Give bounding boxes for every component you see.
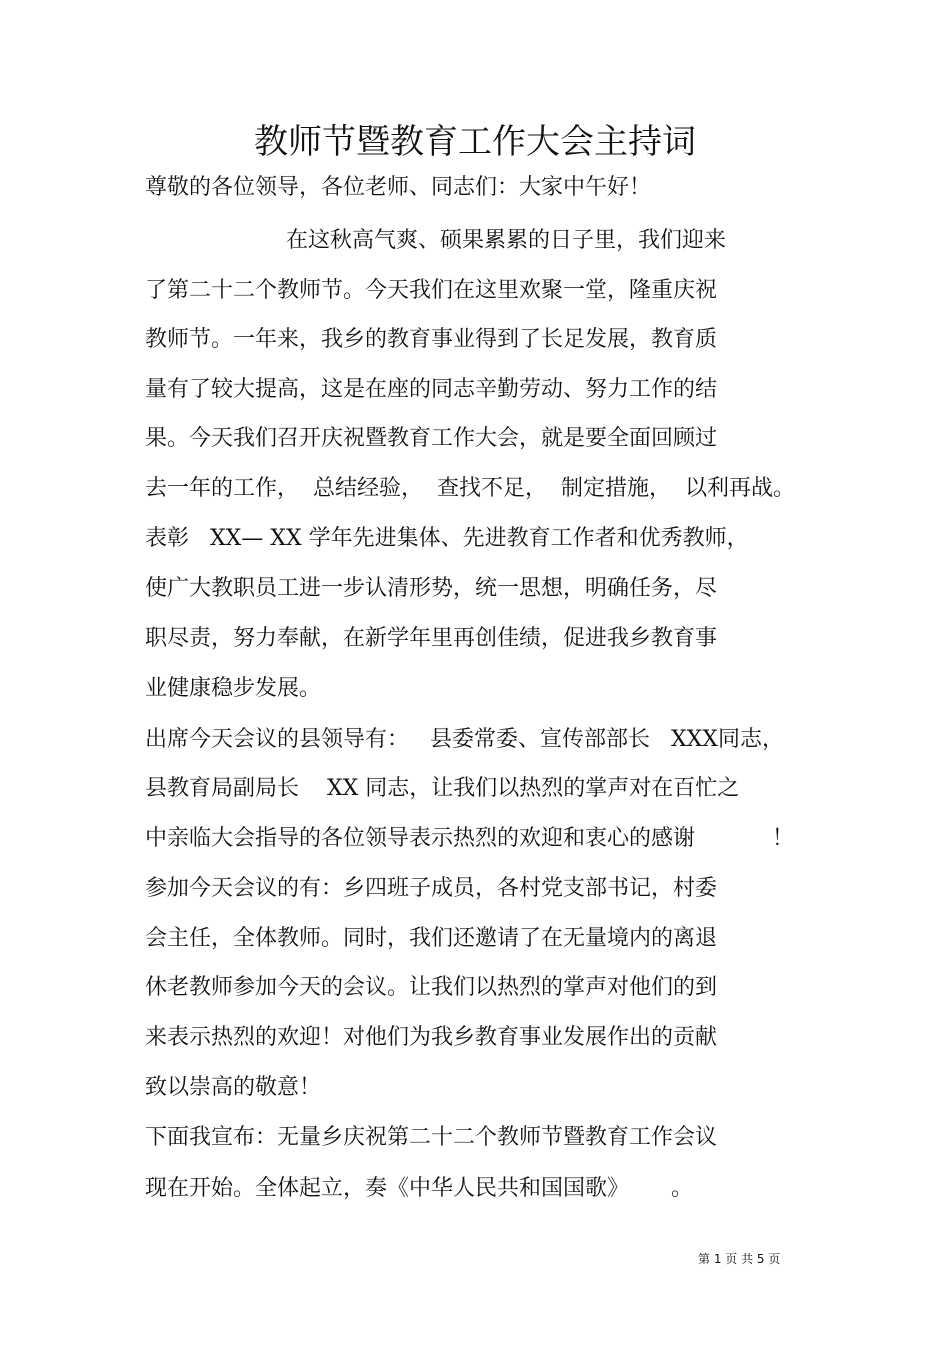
paragraph-line: 休老教师参加今天的会议。让我们以热烈的掌声对他们的到 bbox=[145, 975, 718, 1000]
paragraph-line: 致以崇高的敬意！ bbox=[145, 1075, 322, 1100]
paragraph-line: 量有了较大提高，这是在座的同志辛勤劳动、努力工作的结 bbox=[145, 377, 718, 402]
paragraph-line: 会主任，全体教师。同时，我们还邀请了在无量境内的离退 bbox=[145, 926, 718, 951]
paragraph-line: 教师节。一年来，我乡的教育事业得到了长足发展，教育质 bbox=[145, 327, 718, 352]
paragraph-line: 使广大教职员工进一步认清形势，统一思想，明确任务，尽 bbox=[145, 576, 718, 601]
paragraph-line: 现在开始。全体起立，奏《中华人民共和国国歌》 。 bbox=[145, 1176, 693, 1201]
paragraph-line: 参加今天会议的有：乡四班子成员，各村党支部书记，村委 bbox=[145, 876, 718, 901]
paragraph-line: 出席今天会议的县领导有： 县委常委、宣传部部长 XXX同志， bbox=[145, 727, 784, 752]
paragraph-line: 中亲临大会指导的各位领导表示热烈的欢迎和衷心的感谢 ！ bbox=[145, 826, 794, 851]
paragraph-line: 去一年的工作， 总结经验， 查找不足， 制定措施， 以利再战。 bbox=[145, 476, 795, 501]
page-number-footer: 第 1 页 共 5 页 bbox=[698, 1252, 781, 1266]
paragraph-line: 来表示热烈的欢迎！对他们为我乡教育事业发展作出的贡献 bbox=[145, 1025, 718, 1050]
paragraph-line: 业健康稳步发展。 bbox=[145, 676, 322, 701]
paragraph-line: 果。今天我们召开庆祝暨教育工作大会，就是要全面回顾过 bbox=[145, 426, 718, 451]
paragraph-line: 职尽责，努力奉献，在新学年里再创佳绩，促进我乡教育事 bbox=[145, 626, 718, 651]
paragraph-line: 表彰 XX— XX 学年先进集体、先进教育工作者和优秀教师， bbox=[145, 526, 749, 551]
document-title: 教师节暨教育工作大会主持词 bbox=[254, 122, 696, 162]
paragraph-line: 了第二十二个教师节。今天我们在这里欢聚一堂，隆重庆祝 bbox=[145, 278, 718, 303]
paragraph-line: 下面我宣布：无量乡庆祝第二十二个教师节暨教育工作会议 bbox=[145, 1125, 718, 1150]
paragraph-line: 在这秋高气爽、硕果累累的日子里，我们迎来 bbox=[286, 228, 727, 253]
paragraph-line: 县教育局副局长 XX 同志，让我们以热烈的掌声对在百忙之 bbox=[145, 776, 740, 801]
paragraph-line: 尊敬的各位领导，各位老师、同志们：大家中午好！ bbox=[145, 175, 652, 200]
